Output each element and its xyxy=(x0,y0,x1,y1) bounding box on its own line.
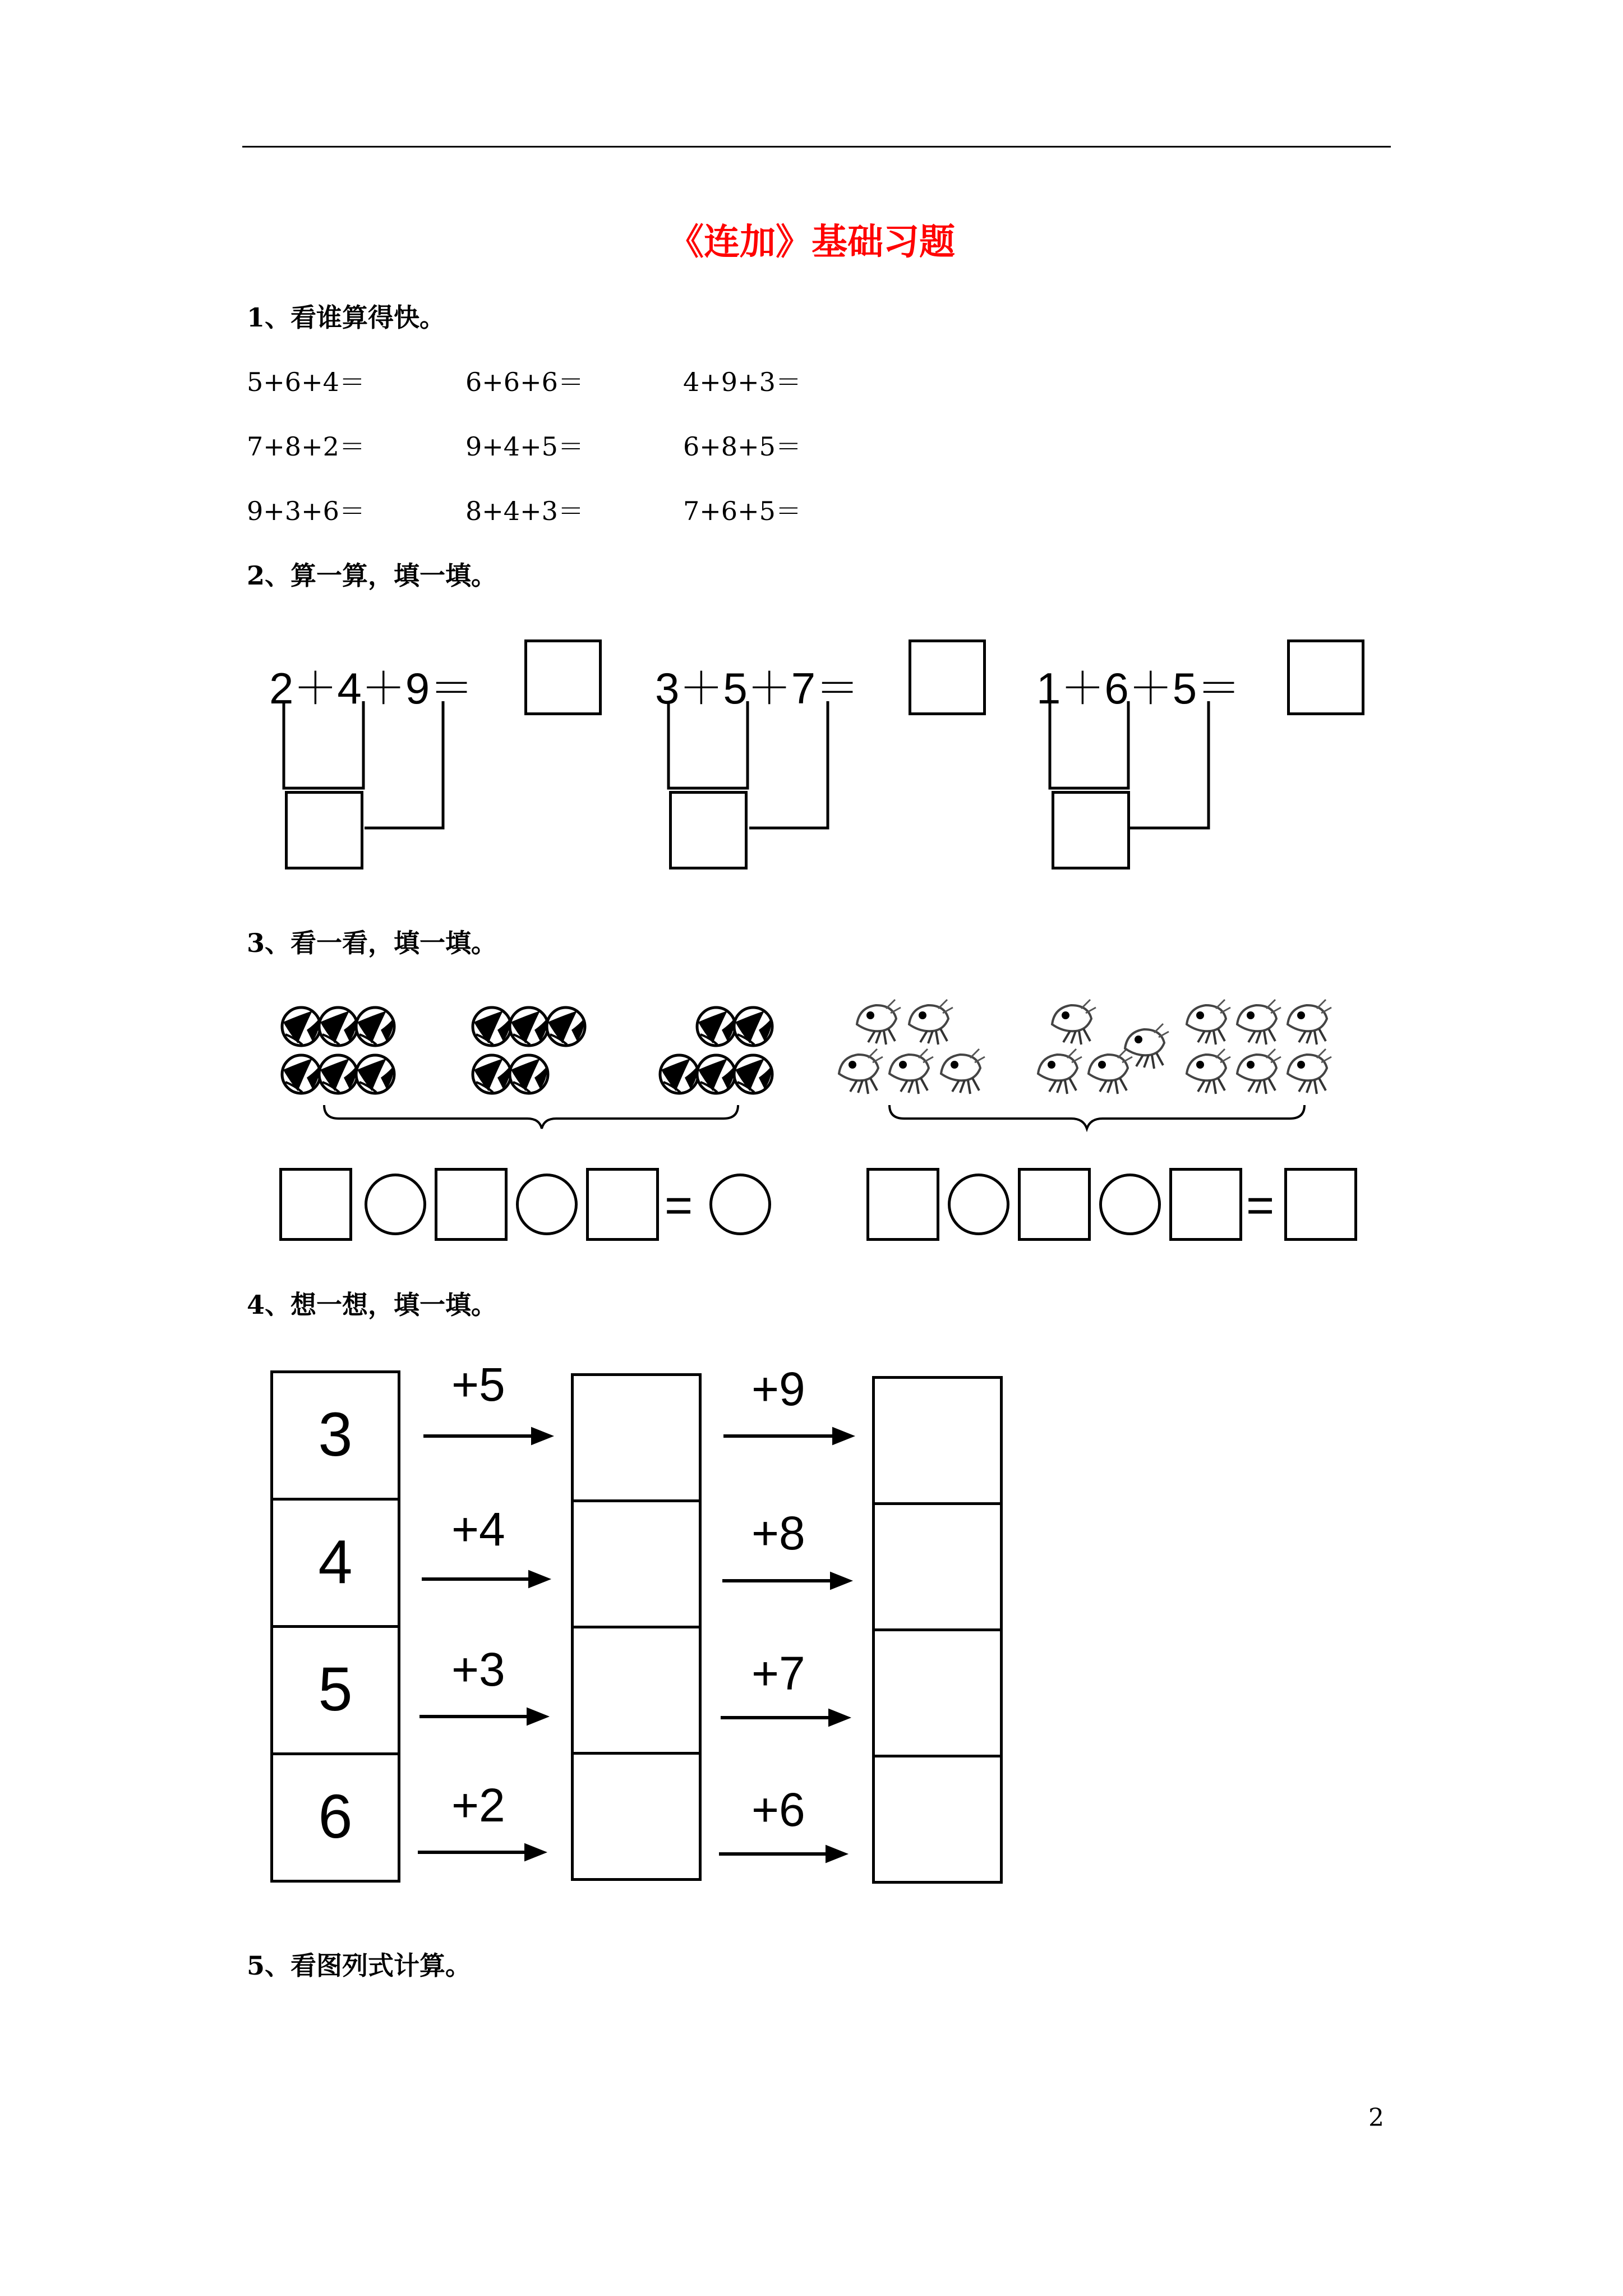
q5-heading: 5、看图列式计算。 xyxy=(247,1950,472,1981)
q1-equation: 9+3+6＝ xyxy=(247,496,365,526)
q2-expression: 3＋5＋7＝ xyxy=(655,664,860,713)
start-number-cell: 4 xyxy=(270,1498,400,1628)
page-number: 2 xyxy=(1368,2104,1384,2132)
q1-equation: 7+6+5＝ xyxy=(683,496,801,526)
q1-equation: 9+4+5＝ xyxy=(465,431,584,462)
add-operator: +6 xyxy=(751,1783,805,1836)
start-number-cell: 6 xyxy=(270,1752,400,1883)
equals-sign: = xyxy=(665,1179,693,1232)
start-number-cell: 3 xyxy=(270,1370,400,1501)
q1-equation: 7+8+2＝ xyxy=(247,431,365,462)
page-title: 《连加》基础习题 xyxy=(668,221,955,263)
q1-equation: 5+6+4＝ xyxy=(247,367,365,397)
q1-heading: 1、看谁算得快。 xyxy=(247,302,446,333)
add-operator: +8 xyxy=(751,1507,805,1559)
q2-expression: 1＋6＋5＝ xyxy=(1036,664,1241,713)
q1-equation: 8+4+3＝ xyxy=(465,496,584,526)
add-operator: +5 xyxy=(451,1358,505,1411)
equals-sign: = xyxy=(1246,1179,1275,1232)
start-number-cell: 5 xyxy=(270,1625,400,1755)
q1-equation: 6+6+6＝ xyxy=(465,367,584,397)
q4-heading: 4、想一想，填一填。 xyxy=(247,1290,497,1320)
q1-equation: 6+8+5＝ xyxy=(683,431,801,462)
q1-equation: 4+9+3＝ xyxy=(683,367,801,397)
add-operator: +3 xyxy=(451,1643,505,1696)
q2-expression: 2＋4＋9＝ xyxy=(269,664,474,713)
add-operator: +2 xyxy=(451,1779,505,1832)
add-operator: +9 xyxy=(751,1363,805,1415)
add-operator: +4 xyxy=(451,1503,505,1556)
add-operator: +7 xyxy=(751,1647,805,1700)
q2-heading: 2、算一算，填一填。 xyxy=(247,560,497,591)
q3-heading: 3、看一看，填一填。 xyxy=(247,928,497,958)
